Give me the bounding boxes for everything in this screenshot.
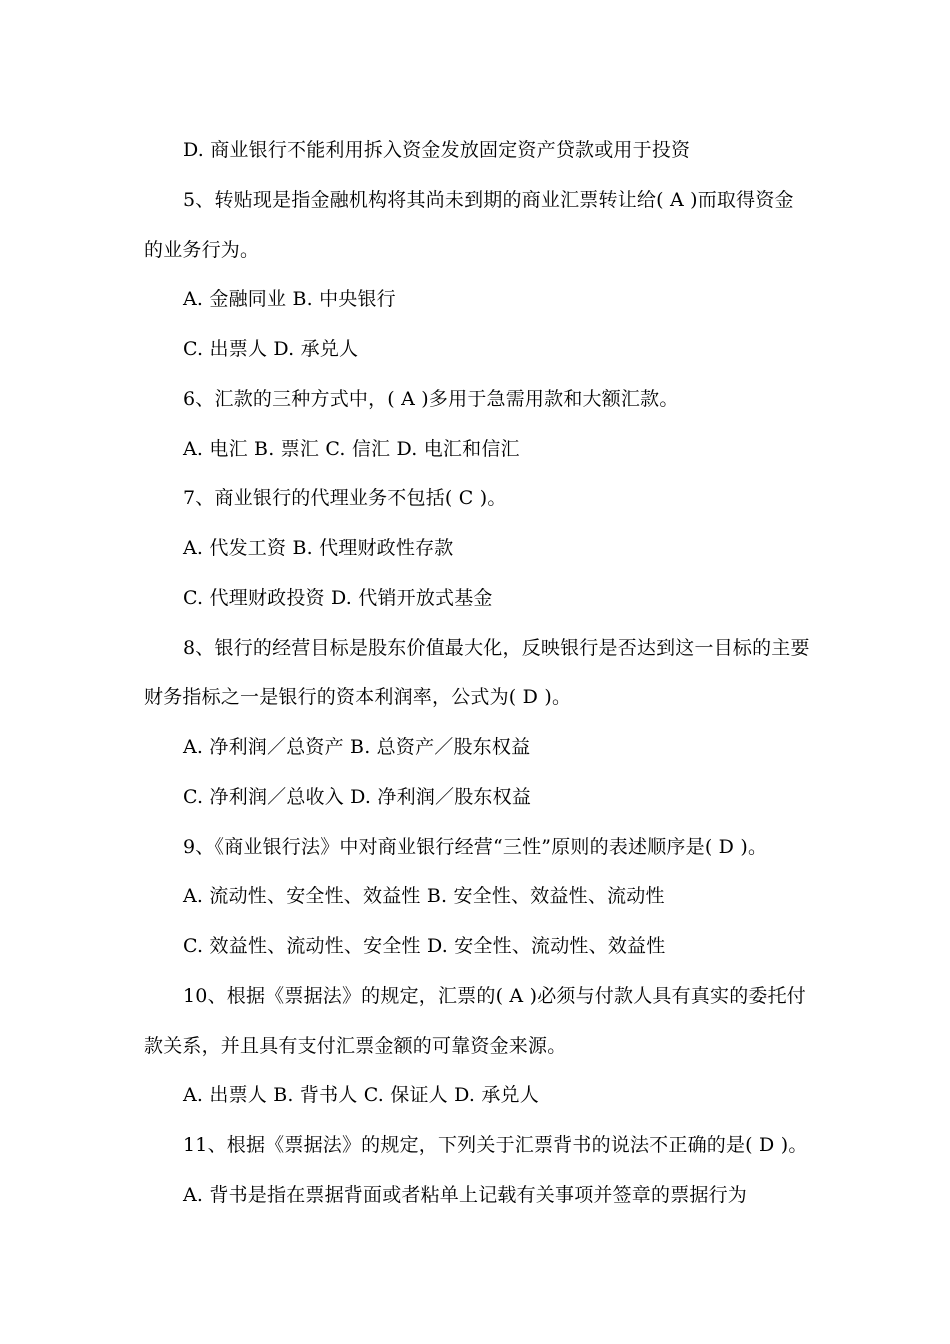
option-line: C. 效益性、流动性、安全性 D. 安全性、流动性、效益性 [183, 935, 666, 957]
option-line: A. 流动性、安全性、效益性 B. 安全性、效益性、流动性 [183, 885, 665, 907]
question-5: 5、转贴现是指金融机构将其尚未到期的商业汇票转让给( A )而取得资金 [183, 189, 794, 211]
option-line: A. 金融同业 B. 中央银行 [183, 288, 396, 310]
question-10: 10、根据《票据法》的规定，汇票的( A )必须与付款人具有真实的委托付 [183, 985, 807, 1007]
option-line: A. 出票人 B. 背书人 C. 保证人 D. 承兑人 [183, 1084, 539, 1106]
question-8: 8、银行的经营目标是股东价值最大化，反映银行是否达到这一目标的主要 [183, 637, 810, 659]
option-line: A. 背书是指在票据背面或者粘单上记载有关事项并签章的票据行为 [183, 1184, 748, 1206]
question-10-continued: 款关系，并且具有支付汇票金额的可靠资金来源。 [144, 1035, 567, 1057]
question-7: 7、商业银行的代理业务不包括( C )。 [183, 487, 507, 509]
option-line: C. 出票人 D. 承兑人 [183, 338, 359, 360]
option-line: C. 净利润／总收入 D. 净利润／股东权益 [183, 786, 532, 808]
question-6: 6、汇款的三种方式中，( A )多用于急需用款和大额汇款。 [183, 388, 679, 410]
option-line: D. 商业银行不能利用拆入资金发放固定资产贷款或用于投资 [183, 139, 691, 161]
question-9: 9、《商业银行法》中对商业银行经营“三性”原则的表述顺序是( D )。 [183, 836, 768, 858]
option-line: A. 代发工资 B. 代理财政性存款 [183, 537, 454, 559]
option-line: A. 净利润／总资产 B. 总资产／股东权益 [183, 736, 531, 758]
question-5-continued: 的业务行为。 [144, 239, 260, 261]
question-8-continued: 财务指标之一是银行的资本利润率，公式为( D )。 [144, 686, 572, 708]
option-line: A. 电汇 B. 票汇 C. 信汇 D. 电汇和信汇 [183, 438, 520, 460]
question-11: 11、根据《票据法》的规定，下列关于汇票背书的说法不正确的是( D )。 [183, 1134, 808, 1156]
option-line: C. 代理财政投资 D. 代销开放式基金 [183, 587, 493, 609]
